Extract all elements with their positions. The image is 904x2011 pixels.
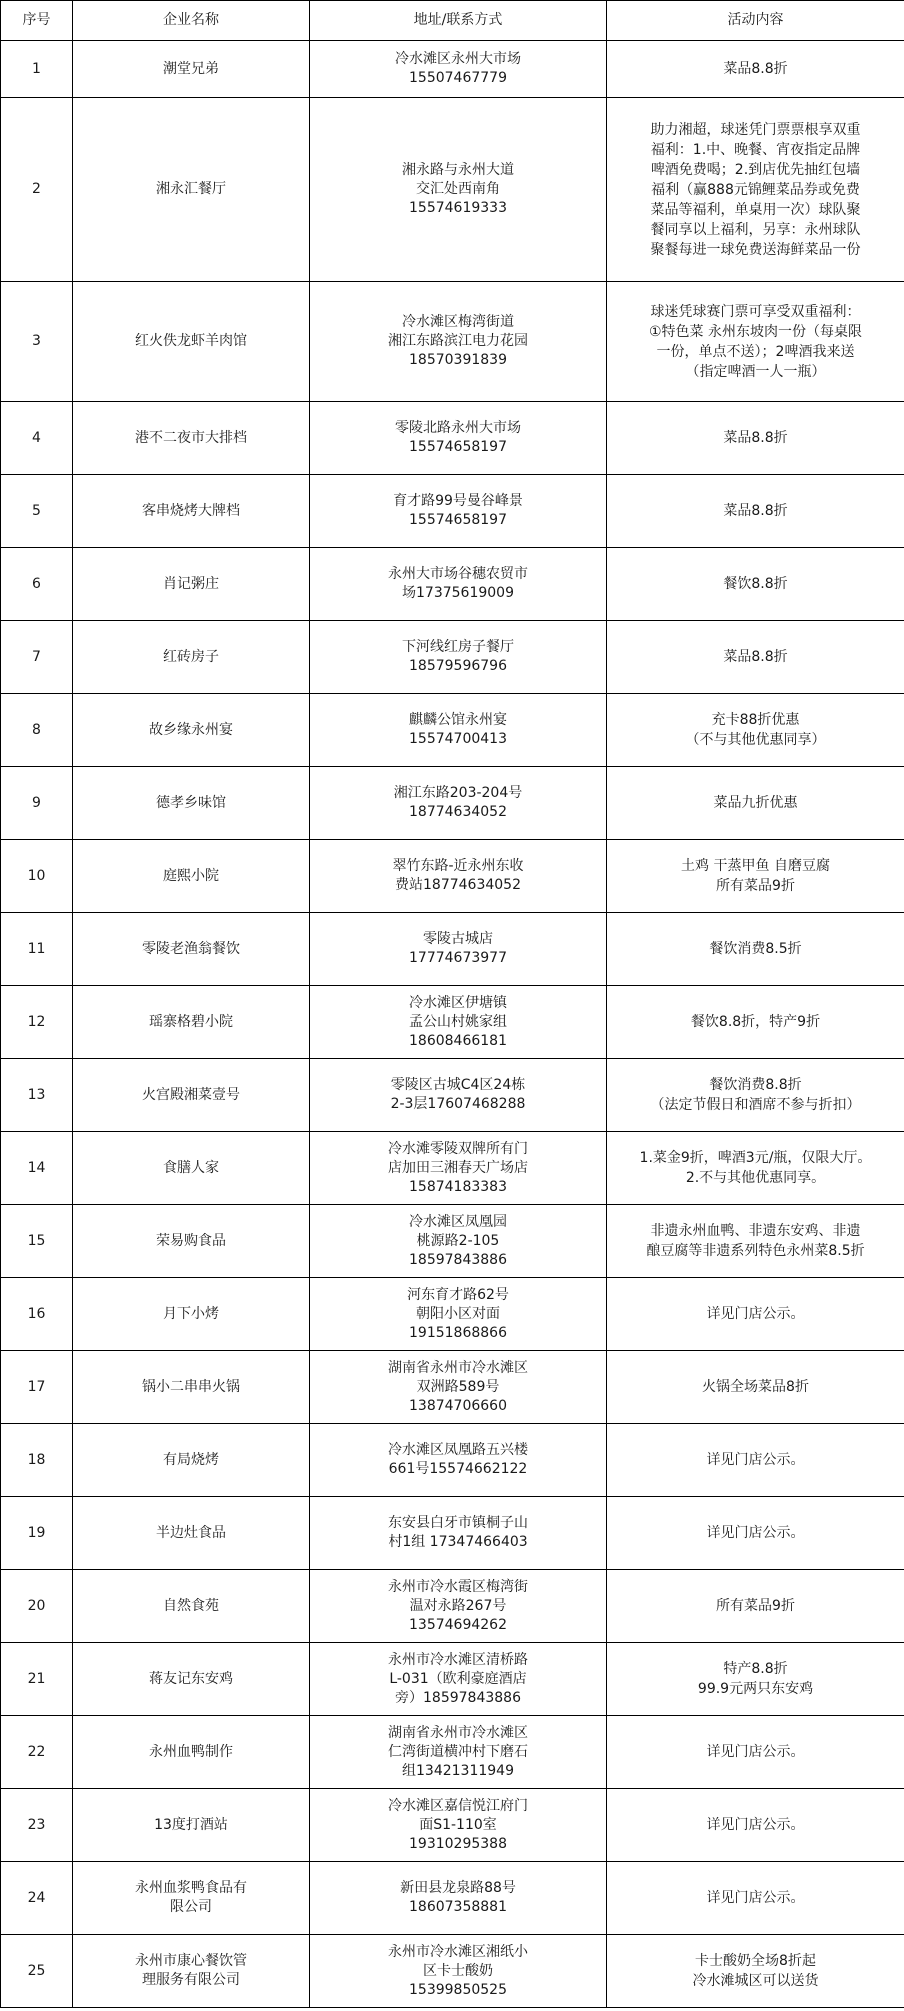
- row-index: 18: [1, 1424, 73, 1497]
- table-row: [1, 1351, 904, 1424]
- row-index: 19: [1, 1497, 73, 1570]
- row-contact: 湖南省永州市冷水滩区 仁湾街道横冲村下磨石 组13421311949: [310, 1716, 607, 1789]
- table-row: [1, 621, 904, 694]
- row-index: 13: [1, 1059, 73, 1132]
- table-row: [1, 1716, 904, 1789]
- row-name: 锅小二串串火锅: [73, 1351, 310, 1424]
- row-name: 红砖房子: [73, 621, 310, 694]
- row-index: 8: [1, 694, 73, 767]
- row-name: 故乡缘永州宴: [73, 694, 310, 767]
- table-header-row: [1, 1, 904, 41]
- row-index: 3: [1, 282, 73, 402]
- row-contact: 零陵古城店 17774673977: [310, 913, 607, 986]
- row-index: 6: [1, 548, 73, 621]
- row-name: 潮堂兄弟: [73, 41, 310, 98]
- row-activity: 餐饮8.8折: [607, 548, 904, 621]
- row-name: 火宫殿湘菜壹号: [73, 1059, 310, 1132]
- row-contact: 河东育才路62号 朝阳小区对面 19151868866: [310, 1278, 607, 1351]
- row-activity: 详见门店公示。: [607, 1424, 904, 1497]
- row-contact: 冷水滩区嘉信悦江府门 面S1-110室 19310295388: [310, 1789, 607, 1862]
- row-index: 20: [1, 1570, 73, 1643]
- row-contact: 永州市冷水滩区清桥路 L-031（欧利豪庭酒店 旁）18597843886: [310, 1643, 607, 1716]
- row-contact: 冷水滩区永州大市场 15507467779: [310, 41, 607, 98]
- row-name: 瑶寨格碧小院: [73, 986, 310, 1059]
- table-row: [1, 767, 904, 840]
- row-activity: 详见门店公示。: [607, 1789, 904, 1862]
- table-row: [1, 1205, 904, 1278]
- row-activity: 土鸡 干蒸甲鱼 自磨豆腐 所有菜品9折: [607, 840, 904, 913]
- row-index: 2: [1, 98, 73, 282]
- row-contact: 湖南省永州市冷水滩区 双洲路589号 13874706660: [310, 1351, 607, 1424]
- header-contact: 地址/联系方式: [310, 1, 607, 41]
- header-activity: 活动内容: [607, 1, 904, 41]
- row-activity: 餐饮消费8.5折: [607, 913, 904, 986]
- table-row: [1, 694, 904, 767]
- row-activity: 充卡88折优惠 （不与其他优惠同享）: [607, 694, 904, 767]
- row-contact: 永州大市场谷穗农贸市 场17375619009: [310, 548, 607, 621]
- row-activity: 助力湘超，球迷凭门票票根享双重 福利：1.中、晚餐、宵夜指定品牌 啤酒免费喝；2.到店优先抽红包墙 福利（赢888元锦鲤菜品券或免费 菜品等福利，单桌用一次）球队聚 餐同享以上福利，另享：永州球队 聚餐每进一球免费送海鲜菜品一份: [607, 98, 904, 282]
- table-row: [1, 1497, 904, 1570]
- row-name: 食膳人家: [73, 1132, 310, 1205]
- table-row: [1, 986, 904, 1059]
- row-activity: 火锅全场菜品8折: [607, 1351, 904, 1424]
- row-name: 蒋友记东安鸡: [73, 1643, 310, 1716]
- row-contact: 冷水滩区伊塘镇 孟公山村姚家组 18608466181: [310, 986, 607, 1059]
- row-contact: 下河线红房子餐厅 18579596796: [310, 621, 607, 694]
- table-row: [1, 1862, 904, 1935]
- row-index: 12: [1, 986, 73, 1059]
- row-name: 永州市康心餐饮管 理服务有限公司: [73, 1935, 310, 2008]
- row-name: 半边灶食品: [73, 1497, 310, 1570]
- row-index: 24: [1, 1862, 73, 1935]
- row-contact: 零陵北路永州大市场 15574658197: [310, 402, 607, 475]
- row-name: 肖记粥庄: [73, 548, 310, 621]
- row-name: 客串烧烤大牌档: [73, 475, 310, 548]
- table-row: [1, 1789, 904, 1862]
- row-index: 23: [1, 1789, 73, 1862]
- row-name: 德孝乡味馆: [73, 767, 310, 840]
- row-contact: 麒麟公馆永州宴 15574700413: [310, 694, 607, 767]
- header-index: 序号: [1, 1, 73, 41]
- row-contact: 冷水滩区凤凰路五兴楼 661号15574662122: [310, 1424, 607, 1497]
- row-name: 荣易购食品: [73, 1205, 310, 1278]
- row-contact: 翠竹东路-近永州东收 费站18774634052: [310, 840, 607, 913]
- row-activity: 详见门店公示。: [607, 1862, 904, 1935]
- row-activity: 非遗永州血鸭、非遗东安鸡、非遗 酿豆腐等非遗系列特色永州菜8.5折: [607, 1205, 904, 1278]
- row-activity: 菜品8.8折: [607, 402, 904, 475]
- row-index: 9: [1, 767, 73, 840]
- row-activity: 菜品8.8折: [607, 41, 904, 98]
- row-contact: 新田县龙泉路88号 18607358881: [310, 1862, 607, 1935]
- table-row: [1, 1643, 904, 1716]
- table-row: [1, 1570, 904, 1643]
- row-name: 红火佚龙虾羊肉馆: [73, 282, 310, 402]
- row-contact: 东安县白牙市镇桐子山 村1组 17347466403: [310, 1497, 607, 1570]
- row-activity: 餐饮8.8折，特产9折: [607, 986, 904, 1059]
- row-activity: 卡士酸奶全场8折起 冷水滩城区可以送货: [607, 1935, 904, 2008]
- row-contact: 湘江东路203-204号 18774634052: [310, 767, 607, 840]
- table-row: [1, 98, 904, 282]
- row-index: 25: [1, 1935, 73, 2008]
- row-index: 10: [1, 840, 73, 913]
- row-index: 5: [1, 475, 73, 548]
- header-name: 企业名称: [73, 1, 310, 41]
- row-index: 7: [1, 621, 73, 694]
- table-row: [1, 475, 904, 548]
- row-index: 4: [1, 402, 73, 475]
- row-index: 22: [1, 1716, 73, 1789]
- row-contact: 永州市冷水滩区湘纸小 区卡士酸奶 15399850525: [310, 1935, 607, 2008]
- row-activity: 特产8.8折 99.9元两只东安鸡: [607, 1643, 904, 1716]
- table-row: [1, 913, 904, 986]
- row-index: 15: [1, 1205, 73, 1278]
- row-contact: 冷水滩零陵双牌所有门 店加田三湘春天广场店 15874183383: [310, 1132, 607, 1205]
- row-name: 永州血鸭制作: [73, 1716, 310, 1789]
- row-name: 庭熙小院: [73, 840, 310, 913]
- row-index: 16: [1, 1278, 73, 1351]
- row-index: 21: [1, 1643, 73, 1716]
- row-activity: 1.菜金9折，啤酒3元/瓶，仅限大厅。 2.不与其他优惠同享。: [607, 1132, 904, 1205]
- row-contact: 冷水滩区凤凰园 桃源路2-105 18597843886: [310, 1205, 607, 1278]
- table-row: [1, 1424, 904, 1497]
- row-contact: 冷水滩区梅湾街道 湘江东路滨江电力花园 18570391839: [310, 282, 607, 402]
- row-activity: 餐饮消费8.8折 （法定节假日和酒席不参与折扣）: [607, 1059, 904, 1132]
- table-row: [1, 1132, 904, 1205]
- table-row: [1, 402, 904, 475]
- table-row: [1, 41, 904, 98]
- table-row: [1, 840, 904, 913]
- row-index: 11: [1, 913, 73, 986]
- row-activity: 菜品8.8折: [607, 475, 904, 548]
- row-activity: 所有菜品9折: [607, 1570, 904, 1643]
- table-row: [1, 1059, 904, 1132]
- row-name: 有局烧烤: [73, 1424, 310, 1497]
- row-name: 永州血浆鸭食品有 限公司: [73, 1862, 310, 1935]
- row-name: 零陵老渔翁餐饮: [73, 913, 310, 986]
- row-index: 1: [1, 41, 73, 98]
- row-contact: 零陵区古城C4区24栋 2-3层17607468288: [310, 1059, 607, 1132]
- row-activity: 详见门店公示。: [607, 1716, 904, 1789]
- table-row: [1, 548, 904, 621]
- row-name: 13度打酒站: [73, 1789, 310, 1862]
- row-name: 月下小烤: [73, 1278, 310, 1351]
- table-row: [1, 1278, 904, 1351]
- row-index: 14: [1, 1132, 73, 1205]
- row-name: 湘永汇餐厅: [73, 98, 310, 282]
- row-contact: 湘永路与永州大道 交汇处西南角 15574619333: [310, 98, 607, 282]
- row-activity: 详见门店公示。: [607, 1497, 904, 1570]
- row-contact: 育才路99号曼谷峰景 15574658197: [310, 475, 607, 548]
- row-name: 港不二夜市大排档: [73, 402, 310, 475]
- row-contact: 永州市冷水霞区梅湾街 温对永路267号 13574694262: [310, 1570, 607, 1643]
- row-index: 17: [1, 1351, 73, 1424]
- table-row: [1, 1935, 904, 2008]
- row-activity: 球迷凭球赛门票可享受双重福利： ①特色菜 永州东坡肉一份（每桌限 一份，单点不送）；2啤酒我来送 （指定啤酒一人一瓶）: [607, 282, 904, 402]
- row-activity: 菜品九折优惠: [607, 767, 904, 840]
- row-activity: 菜品8.8折: [607, 621, 904, 694]
- row-name: 自然食苑: [73, 1570, 310, 1643]
- table-row: [1, 282, 904, 402]
- row-activity: 详见门店公示。: [607, 1278, 904, 1351]
